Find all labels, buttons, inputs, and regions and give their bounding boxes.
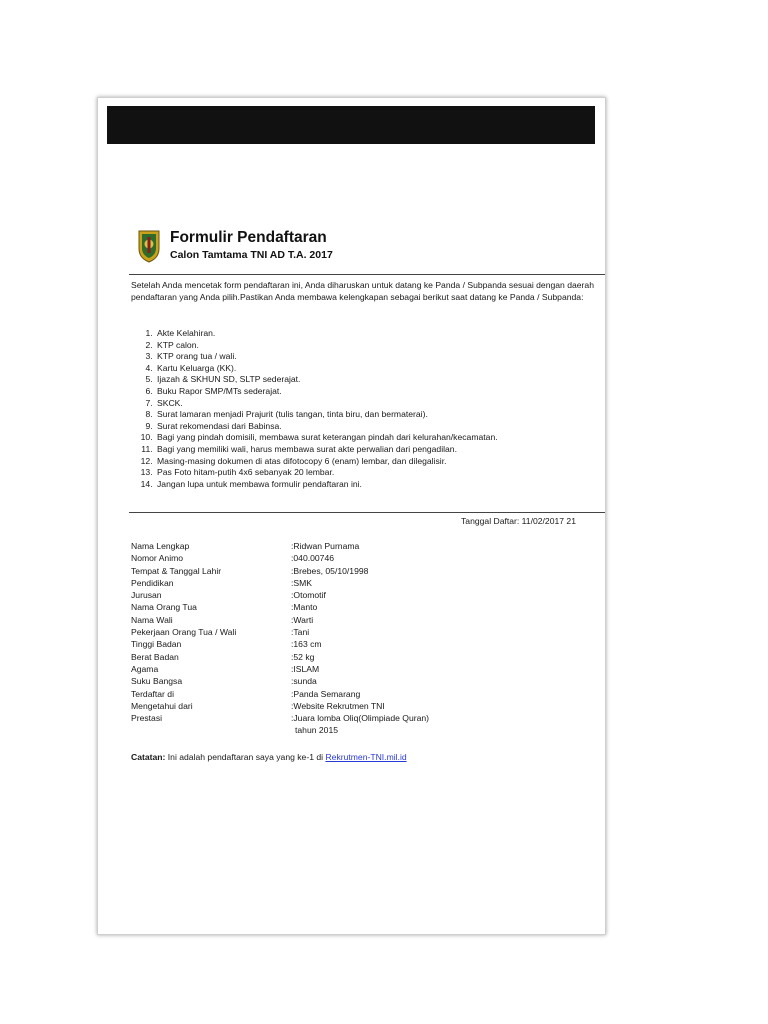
table-row xyxy=(131,577,475,589)
field-label: Tempat & Tanggal Lahir xyxy=(131,565,222,576)
table-row xyxy=(131,688,475,700)
field-value: :Otomotif xyxy=(291,590,326,601)
field-value: :ISLAM xyxy=(291,663,320,674)
list-item: 11. Bagi yang memiliki wali, harus membawa surat akte perwalian dari pengadilan. xyxy=(155,444,605,456)
field-value: :52 kg xyxy=(291,651,315,662)
list-item: 4. Kartu Keluarga (KK). xyxy=(155,363,605,375)
field-label: Pendidikan xyxy=(131,577,174,588)
note-text: Ini adalah pendaftaran saya yang ke-1 di xyxy=(165,752,326,762)
field-label: Pekerjaan Orang Tua / Wali xyxy=(131,627,237,638)
recruitment-site-link[interactable]: Rekrutmen-TNI.mil.id xyxy=(325,752,407,762)
list-item: 8. Surat lamaran menjadi Prajurit (tulis tangan, tinta biru, dan bermaterai). xyxy=(155,409,605,421)
list-item: 5. Ijazah & SKHUN SD, SLTP sederajat. xyxy=(155,374,605,386)
field-label: Jurusan xyxy=(131,590,162,601)
list-item: 13. Pas Foto hitam-putih 4x6 sebanyak 20 lembar. xyxy=(155,467,605,479)
field-label: Tinggi Badan xyxy=(131,639,182,650)
field-value: :sunda xyxy=(291,676,317,687)
table-row xyxy=(131,651,475,663)
applicant-details-table xyxy=(131,540,475,737)
field-value: :Warti xyxy=(291,614,314,625)
top-divider xyxy=(129,274,605,275)
table-row xyxy=(131,614,475,626)
header-black-bar xyxy=(107,106,595,144)
document-page xyxy=(97,97,606,935)
form-title: Formulir Pendaftaran xyxy=(170,229,327,246)
field-label: Agama xyxy=(131,663,159,674)
field-value: :Brebes, 05/10/1998 xyxy=(291,565,369,576)
registration-date: Tanggal Daftar: 11/02/2017 21 xyxy=(461,516,576,526)
field-value: :SMK xyxy=(291,577,313,588)
list-item: 1. Akte Kelahiran. xyxy=(155,328,605,340)
requirements-list xyxy=(133,328,605,490)
list-item: 2. KTP calon. xyxy=(155,340,605,352)
table-row xyxy=(131,552,475,564)
table-row xyxy=(131,638,475,650)
field-label: Mengetahui dari xyxy=(131,700,193,711)
table-row xyxy=(131,565,475,577)
form-subtitle: Calon Tamtama TNI AD T.A. 2017 xyxy=(170,249,333,261)
field-value: :Juara lomba Oliq(Olimpiade Quran) xyxy=(291,713,430,724)
field-label: Suku Bangsa xyxy=(131,676,183,687)
field-label: Nomor Animo xyxy=(131,553,184,564)
field-label: Terdaftar di xyxy=(131,688,174,699)
field-value: :Ridwan Purnama xyxy=(291,541,360,551)
field-value-continuation: tahun 2015 xyxy=(295,725,339,736)
field-label: Nama Wali xyxy=(131,614,173,625)
table-row xyxy=(131,626,475,638)
field-label: Nama Lengkap xyxy=(131,541,190,551)
table-row xyxy=(131,663,475,675)
table-row xyxy=(131,675,475,687)
list-item: 12. Masing-masing dokumen di atas difotocopy 6 (enam) lembar, dan dilegalisir. xyxy=(155,456,605,468)
table-row xyxy=(131,712,475,724)
tni-ad-emblem-icon xyxy=(136,229,162,263)
field-label-empty xyxy=(131,724,291,736)
table-row xyxy=(131,601,475,613)
list-item: 6. Buku Rapor SMP/MTs sederajat. xyxy=(155,386,605,398)
field-value: :040.00746 xyxy=(291,553,335,564)
field-value: :Website Rekrutmen TNI xyxy=(291,700,385,711)
note-label: Catatan: xyxy=(131,752,166,762)
table-row xyxy=(131,589,475,601)
field-value: :Panda Semarang xyxy=(291,688,361,699)
list-item: 14. Jangan lupa untuk membawa formulir pendaftaran ini. xyxy=(155,479,605,491)
list-item: 10. Bagi yang pindah domisili, membawa surat keterangan pindah dari kelurahan/kecamatan. xyxy=(155,432,605,444)
bottom-divider xyxy=(129,512,605,513)
field-label: Nama Orang Tua xyxy=(131,602,197,613)
list-item: 7. SKCK. xyxy=(155,398,605,410)
list-item: 9. Surat rekomendasi dari Babinsa. xyxy=(155,421,605,433)
list-item: 3. KTP orang tua / wali. xyxy=(155,351,605,363)
note-line xyxy=(131,752,407,762)
field-label: Berat Badan xyxy=(131,651,179,662)
field-label: Prestasi xyxy=(131,713,163,724)
field-value: :Manto xyxy=(291,602,318,613)
table-row xyxy=(131,724,475,736)
field-value: :Tani xyxy=(291,627,310,638)
intro-paragraph: Setelah Anda mencetak form pendaftaran ini, Anda diharuskan untuk datang ke Panda / Subpanda sesuai dengan daerah pendaftaran yang Anda pilih.Pastikan Anda membawa kelengkapan sebagai berikut saat datang ke Panda / Subpanda: xyxy=(131,280,594,302)
table-row xyxy=(131,540,475,552)
table-row xyxy=(131,700,475,712)
field-value: :163 cm xyxy=(291,639,322,650)
